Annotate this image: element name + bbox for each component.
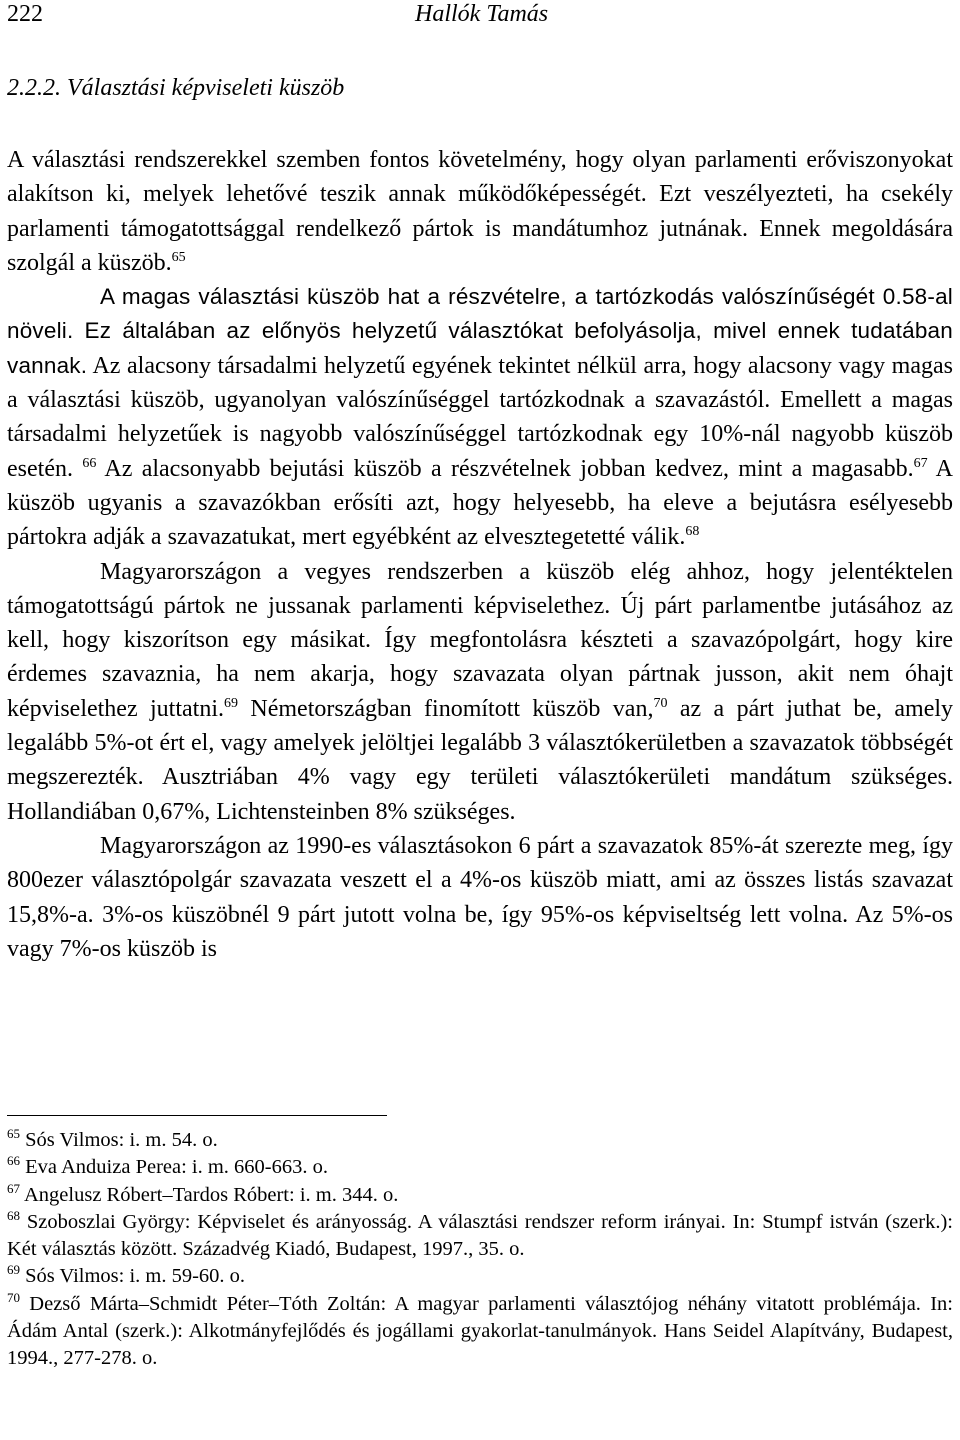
footnote-66 bbox=[7, 1154, 953, 1181]
footnote-68 bbox=[7, 1209, 953, 1264]
paragraph-3-text-c: az a párt juthat be, amely legalább 5%-ot ért el, vagy amelyek jelöltjei legalább 3 választókerületben a szavazatok többségét megszerezték. Ausztriában 4% vagy egy területi választókerületi mandátum szükséges. Hollandiában 0,67%, Lichtensteinben 8% szükséges. bbox=[7, 695, 954, 825]
footnotes bbox=[7, 1127, 953, 1373]
paragraph-2-text-c: A küszöb ugyanis a szavazókban erősíti azt, hogy helyesebb, ha eleve a bejutásra esélyesebb pártokra adják a szavazatukat, mert egyébként az elvesztegetetté válik. bbox=[7, 455, 954, 551]
footnote-69 bbox=[7, 1263, 953, 1290]
footnote-text: Szoboszlai György: Képviselet és arányosság. A választási rendszer reform irányai. In: Stumpf istván (szerk.): Két választás között. Századvég Kiadó, Budapest, 1997., 35. o. bbox=[7, 1210, 953, 1261]
footnote-70 bbox=[7, 1291, 953, 1373]
paragraph-3 bbox=[7, 555, 953, 829]
footnote-number: 67 bbox=[7, 1180, 20, 1196]
paragraph-4-text: Magyarországon az 1990-es választásokon 6 párt a szavazatok 85%-át szerezte meg, így 800ezer választópolgár szavazata veszett el a 4%-os küszöb miatt, ami az összes listás szavazat 15,8%-a. 3%-os küszöbnél 9 párt jutott volna be, így 95%-os képviseltség lett volna. Az 5%-os vagy 7%-os küszöb is bbox=[7, 832, 953, 962]
footnote-text: Eva Anduiza Perea: i. m. 660-663. o. bbox=[20, 1156, 329, 1179]
body-text bbox=[7, 143, 953, 966]
paragraph-4 bbox=[7, 829, 953, 966]
running-head-author: Hallók Tamás bbox=[415, 1, 549, 27]
footnote-ref-69[interactable]: 69 bbox=[224, 695, 238, 711]
footnote-separator bbox=[7, 1115, 387, 1116]
paragraph-3-text-b: Németországban finomított küszöb van, bbox=[238, 695, 654, 722]
footnote-number: 65 bbox=[7, 1126, 20, 1141]
paragraph-2-text-a: Az alacsony társadalmi helyzetű egyének tekintet nélkül arra, hogy alacsony vagy magas a választási küszöb, ugyanolyan valószínűséggel tartózkodnak a szavazástól. Emellett a magas társadalmi helyzetűek is nagyobb valószínűséggel tartózkodnak egy 10%-nál nagyobb küszöb esetén. bbox=[7, 352, 953, 482]
paragraph-2-sans-text: A magas választási küszöb hat a részvételre, a tartózkodás valószínűségét 0.58-al növeli. Ez általában az előnyös helyzetű választókat befolyásolja, mivel ennek tudatában vannak. bbox=[7, 284, 953, 378]
paragraph-3-text-a: Magyarországon a vegyes rendszerben a küszöb elég ahhoz, hogy jelentéktelen támogatottságú pártok ne jussanak parlamenti képviselethez. Új párt parlamentbe jutásához az kell, hogy kiszorítson egy másikat. Így megfontolásra készteti a szavazópolgárt, hogy kire érdemes szavaznia, ha nem akarja, hogy szavazata olyan pártnak jusson, akit nem óhajt képviselethez juttatni. bbox=[7, 558, 953, 722]
footnote-number: 70 bbox=[7, 1289, 20, 1305]
footnote-ref-70[interactable]: 70 bbox=[653, 695, 668, 711]
page-number: 222 bbox=[7, 1, 43, 27]
footnote-text: Sós Vilmos: i. m. 54. o. bbox=[20, 1129, 218, 1151]
footnote-text: Sós Vilmos: i. m. 59-60. o. bbox=[20, 1265, 246, 1288]
footnote-text: Angelusz Róbert–Tardos Róbert: i. m. 344. o. bbox=[20, 1183, 399, 1206]
footnote-number: 69 bbox=[7, 1262, 20, 1278]
paragraph-1 bbox=[7, 143, 953, 280]
footnote-65 bbox=[7, 1127, 953, 1154]
section-heading: 2.2.2. Választási képviseleti küszöb bbox=[7, 75, 345, 101]
footnote-ref-66[interactable]: 66 bbox=[82, 455, 97, 471]
paragraph-2 bbox=[7, 280, 953, 554]
page-header bbox=[7, 0, 953, 30]
footnote-ref-68[interactable]: 68 bbox=[685, 524, 700, 540]
footnote-67 bbox=[7, 1182, 953, 1209]
paragraph-1-text: A választási rendszerekkel szemben fontos követelmény, hogy olyan parlamenti erőviszonyokat alakítson ki, melyek lehetővé teszik annak működőképességét. Ezt veszélyezteti, ha csekély parlamenti támogatottsággal rendelkező pártok is mandátumhoz jutnának. Ennek megoldására szolgál a küszöb. bbox=[7, 147, 953, 276]
footnote-number: 66 bbox=[7, 1153, 20, 1169]
footnote-text: Dezső Márta–Schmidt Péter–Tóth Zoltán: A magyar parlamenti választójog néhány vitatott problémája. In: Ádám Antal (szerk.): Alkotmányfejlődés és jogállami gyakorlat-tanulmányok. Hans Seidel Alapítvány, Budapest, 1994., 277-278. o. bbox=[7, 1292, 953, 1370]
footnote-ref-67[interactable]: 67 bbox=[913, 455, 928, 471]
footnote-ref-65[interactable]: 65 bbox=[171, 249, 186, 265]
footnote-number: 68 bbox=[7, 1207, 20, 1223]
paragraph-2-text-b: Az alacsonyabb bejutási küszöb a részvételnek jobban kedvez, mint a magasabb. bbox=[96, 455, 914, 482]
